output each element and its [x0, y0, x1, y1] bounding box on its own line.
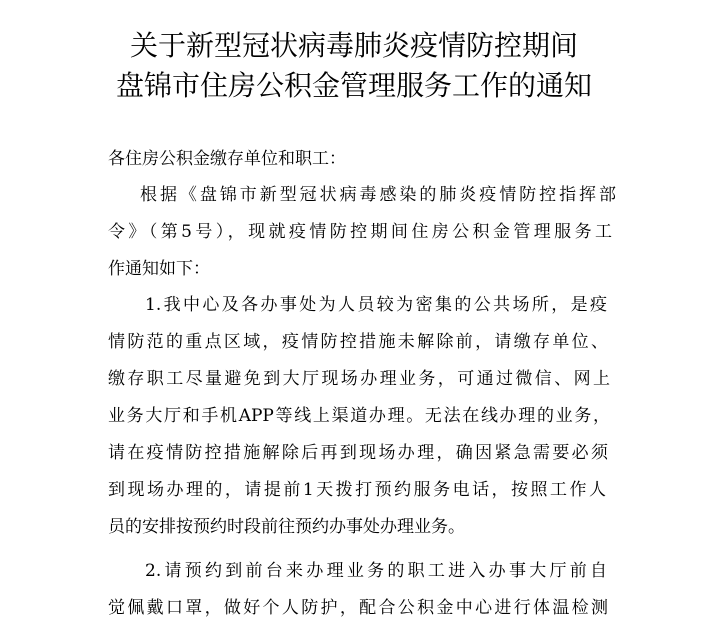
intro-line-1: 根据《盘锦市新型冠状病毒感染的肺炎疫情防控指挥部 — [140, 185, 616, 205]
intro-line-3: 作通知如下： — [108, 259, 210, 279]
item1-line-3: 缴存职工尽量避免到大厅现场办理业务，可通过微信、网上 — [108, 369, 610, 389]
document-title-line-1: 关于新型冠状病毒肺炎疫情防控期间 — [129, 29, 578, 62]
item1-line-6: 到现场办理的，请提前1天拨打预约服务电话，按照工作人 — [108, 480, 606, 500]
item2-line-2: 觉佩戴口罩，做好个人防护，配合公积金中心进行体温检测 — [108, 598, 608, 618]
salutation: 各住房公积金缴存单位和职工： — [108, 149, 346, 169]
item1-line-1: 1.我中心及各办事处为人员较为密集的公共场所，是疫 — [145, 295, 607, 315]
item1-line-5: 请在疫情防控措施解除后再到现场办理，确因紧急需要必须 — [108, 443, 608, 463]
item2-line-1: 2.请预约到前台来办理业务的职工进入办事大厅前自 — [145, 561, 607, 581]
intro-line-2: 令》（第5号），现就疫情防控期间住房公积金管理服务工 — [108, 222, 612, 242]
item1-line-7: 员的安排按预约时段前往预约办事处办理业务。 — [108, 517, 465, 537]
item1-line-2: 情防范的重点区域，疫情防控措施未解除前，请缴存单位、 — [108, 332, 608, 352]
document-title-line-2: 盘锦市住房公积金管理服务工作的通知 — [115, 69, 592, 102]
item1-line-4: 业务大厅和手机APP等线上渠道办理。无法在线办理的业务， — [108, 406, 610, 426]
